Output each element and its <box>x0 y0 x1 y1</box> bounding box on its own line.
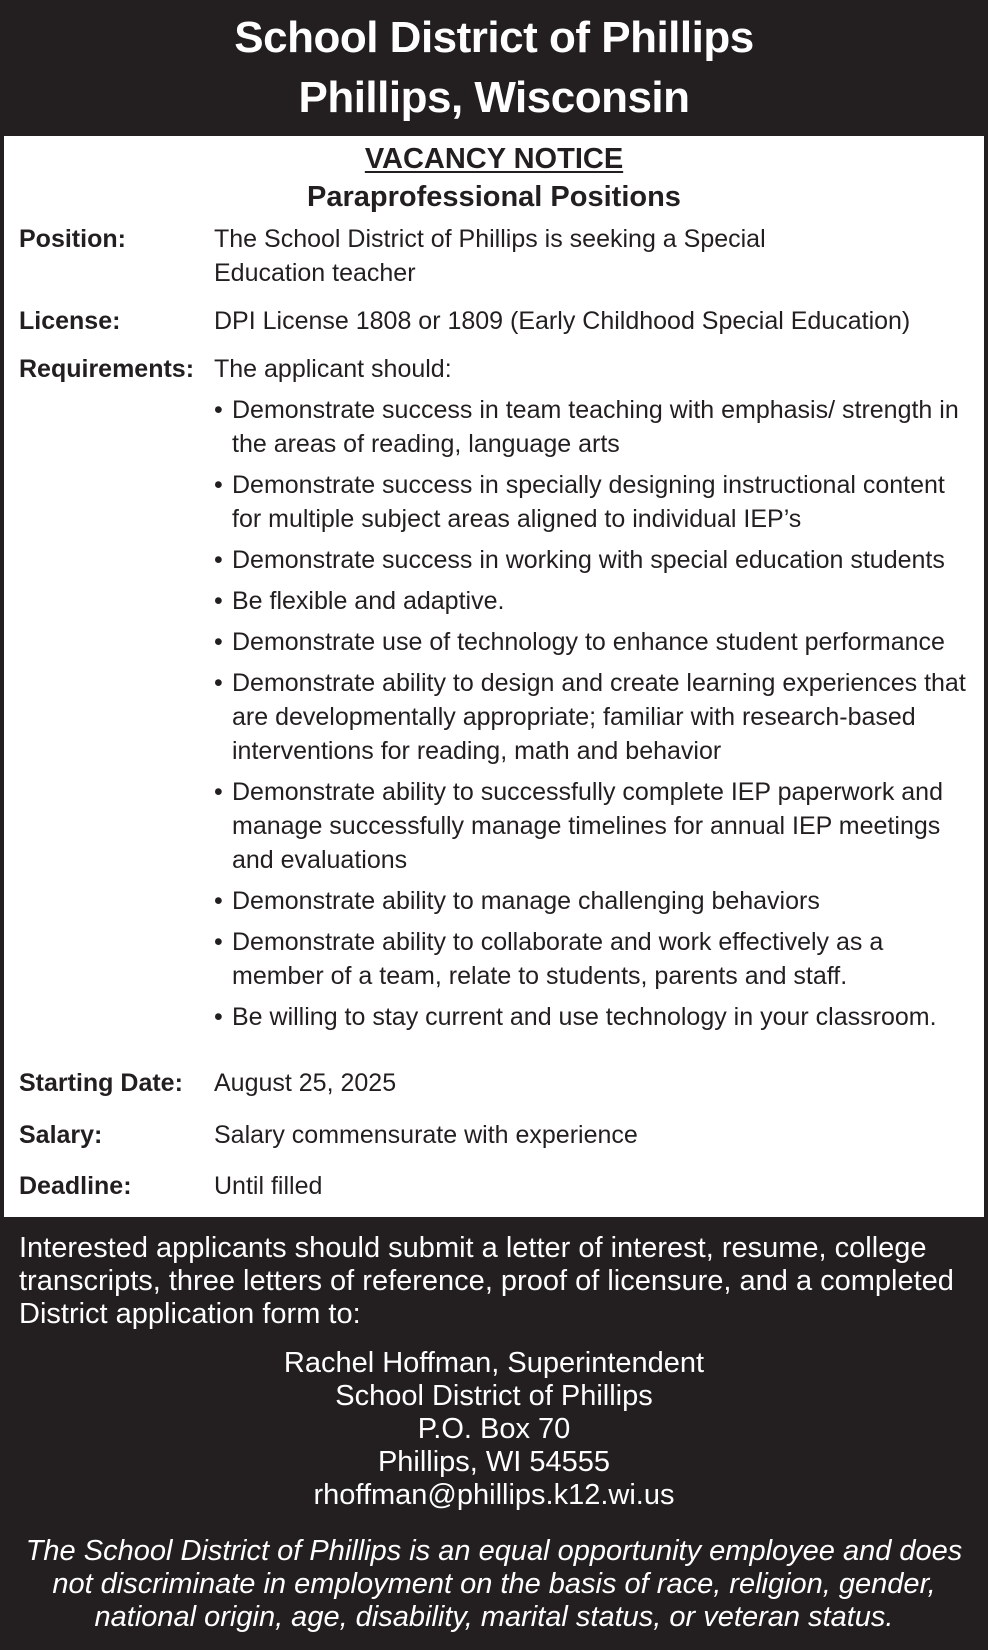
district-header <box>0 0 988 136</box>
contact-name: Rachel Hoffman, Superintendent <box>283 1347 705 1379</box>
details-panel <box>4 136 984 1217</box>
list-item: • Demonstrate success in working with special education students <box>214 546 945 574</box>
contact-po-box: P.O. Box 70 <box>417 1413 571 1445</box>
list-item: • Demonstrate ability to collaborate and work effectively as a member of a team, relate to students, parents and staff. <box>214 928 884 990</box>
contact-organization: School District of Phillips <box>335 1380 653 1412</box>
list-item: • Demonstrate use of technology to enhance student performance <box>214 628 945 656</box>
contact-city: Phillips, WI 54555 <box>377 1446 611 1478</box>
contact-block <box>0 1347 988 1512</box>
deadline-label: Deadline: <box>19 1172 132 1200</box>
requirements-list <box>214 393 979 1041</box>
application-footer <box>0 1217 988 1650</box>
salary-label: Salary: <box>19 1121 103 1149</box>
equal-opportunity-statement: The School District of Phillips is an equal opportunity employee and does not discriminate in employment on the basis of race, religion, gender, national origin, age, disability, marital status, or veteran status. <box>25 1535 963 1633</box>
list-item: • Demonstrate success in team teaching with emphasis/ strength in the areas of reading, language arts <box>214 396 959 458</box>
list-item: • Demonstrate ability to design and create learning experiences that are developmentally appropriate; familiar with research-based interventions for reading, math and behavior <box>214 669 966 765</box>
position-value: The School District of Phillips is seeking a Special Education teacher <box>214 225 766 287</box>
deadline-value: Until filled <box>214 1172 323 1200</box>
starting-date-value: August 25, 2025 <box>214 1069 397 1097</box>
license-label: License: <box>19 307 121 335</box>
license-value: DPI License 1808 or 1809 (Early Childhood Special Education) <box>214 307 911 335</box>
position-label: Position: <box>19 225 126 253</box>
list-item: • Demonstrate success in specially designing instructional content for multiple subject areas aligned to individual IEP’s <box>214 471 945 533</box>
notice-heading <box>4 140 984 216</box>
district-name: School District of Phillips <box>234 13 754 62</box>
salary-value: Salary commensurate with experience <box>214 1121 638 1149</box>
requirements-label: Requirements: <box>19 355 195 383</box>
notice-subtitle: Paraprofessional Positions <box>307 181 681 213</box>
requirements-intro: The applicant should: <box>214 355 452 383</box>
list-item: • Be willing to stay current and use technology in your classroom. <box>214 1003 937 1031</box>
vacancy-notice-title: VACANCY NOTICE <box>364 143 624 175</box>
list-item: • Demonstrate ability to manage challenging behaviors <box>214 887 820 915</box>
district-location: Phillips, Wisconsin <box>298 73 690 122</box>
list-item: • Demonstrate ability to successfully complete IEP paperwork and manage successfully manage timelines for annual IEP meetings and evaluations <box>214 778 943 874</box>
contact-email[interactable]: rhoffman@phillips.k12.wi.us <box>313 1479 675 1511</box>
application-instructions: Interested applicants should submit a letter of interest, resume, college transcripts, three letters of reference, proof of licensure, and a completed District application form to: <box>19 1232 954 1330</box>
list-item: • Be flexible and adaptive. <box>214 587 505 615</box>
starting-date-label: Starting Date: <box>19 1069 183 1097</box>
